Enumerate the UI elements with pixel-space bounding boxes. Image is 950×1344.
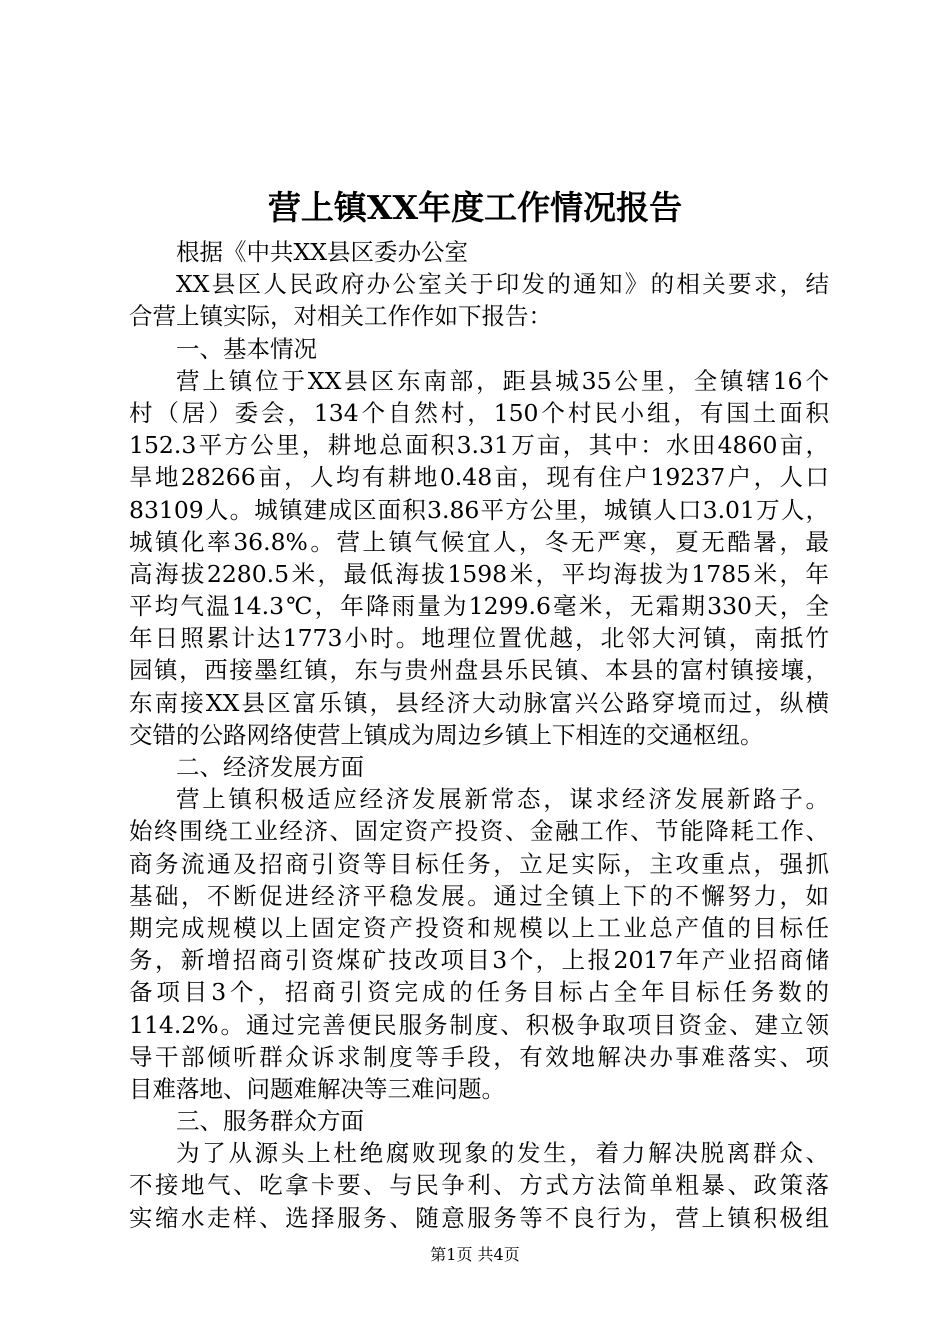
text-line: 营上镇位于XX县区东南部，距县城35公里，全镇辖16个 [176,366,829,395]
page-footer: 第1页 共4页 [430,1245,520,1264]
text-line: 备项目3个，招商引资完成的任务目标占全年目标任务数的 [129,978,829,1007]
text-line: 一、基本情况 [176,334,317,363]
text-line: 期完成规模以上固定资产投资和规模以上工业总产值的目标任 [129,913,829,942]
text-line: XX县区人民政府办公室关于印发的通知》的相关要求，结 [176,270,829,299]
text-line: 村（居）委会，134个自然村，150个村民小组，有国土面积 [129,398,829,427]
document-body [129,236,829,1234]
text-line: 三、服务群众方面 [176,1107,364,1136]
text-line: 合营上镇实际，对相关工作作如下报告： [129,302,552,331]
text-line: 基础，不断促进经济平稳发展。通过全镇上下的不懈努力，如 [129,881,829,910]
text-line: 高海拔2280.5米，最低海拔1598米，平均海拔为1785米，年 [129,559,829,588]
text-line: 114.2%。通过完善便民服务制度、积极争取项目资金、建立领 [129,1010,829,1039]
text-line: 城镇化率36.8%。营上镇气候宜人，冬无严寒，夏无酷暑，最 [129,527,829,556]
text-line: 年日照累计达1773小时。地理位置优越，北邻大河镇，南抵竹 [129,624,829,653]
text-line: 东南接XX县区富乐镇，县经济大动脉富兴公路穿境而过，纵横 [129,688,829,717]
page-title: 营上镇XX年度工作情况报告 [267,188,683,227]
text-line: 务，新增招商引资煤矿技改项目3个，上报2017年产业招商储 [129,946,829,975]
text-line: 旱地28266亩，人均有耕地0.48亩，现有住户19237户，人口 [129,463,829,492]
text-line: 交错的公路网络使营上镇成为周边乡镇上下相连的交通枢纽。 [129,720,764,749]
text-line: 二、经济发展方面 [176,753,364,781]
text-line: 导干部倾听群众诉求制度等手段，有效地解决办事难落实、项 [129,1042,829,1071]
text-line: 152.3平方公里，耕地总面积3.31万亩，其中：水田4860亩， [129,431,829,460]
text-line: 不接地气、吃拿卡要、与民争利、方式方法简单粗暴、政策落 [129,1171,829,1200]
text-line: 根据《中共XX县区委办公室 [176,238,468,266]
text-line: 园镇，西接墨红镇，东与贵州盘县乐民镇、本县的富村镇接壤， [129,656,829,685]
text-line: 实缩水走样、选择服务、随意服务等不良行为，营上镇积极组 [129,1203,829,1232]
text-line: 营上镇积极适应经济发展新常态，谋求经济发展新路子。 [176,785,829,814]
text-line: 目难落地、问题难解决等三难问题。 [129,1074,505,1103]
text-line: 始终围绕工业经济、固定资产投资、金融工作、节能降耗工作、 [129,817,829,846]
text-line: 83109人。城镇建成区面积3.86平方公里，城镇人口3.01万人， [129,495,829,524]
text-line: 商务流通及招商引资等目标任务，立足实际，主攻重点，强抓 [129,849,829,878]
text-line: 平均气温14.3℃，年降雨量为1299.6毫米，无霜期330天，全 [129,592,829,621]
text-line: 为了从源头上杜绝腐败现象的发生，着力解决脱离群众、 [176,1139,829,1168]
